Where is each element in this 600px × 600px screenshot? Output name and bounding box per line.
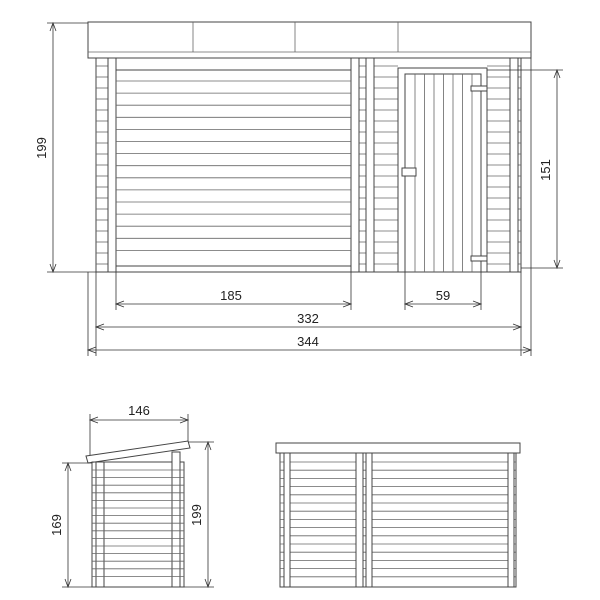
side-view: [49, 403, 214, 587]
dim-wall-width: 332: [297, 311, 319, 326]
open-bay: [116, 70, 351, 266]
dim-door-width: 59: [435, 288, 451, 303]
door-hinge-top: [471, 86, 487, 91]
dim-door-height: 151: [538, 159, 553, 181]
dim-side-low-height: 169: [49, 514, 64, 536]
back-roof: [276, 443, 520, 453]
door-hinge-bottom: [471, 256, 487, 261]
div-post: [366, 58, 374, 272]
dim-side-depth: 146: [128, 403, 150, 418]
side-wall-planks: [92, 470, 184, 576]
dim-open-width: 185: [220, 288, 242, 303]
dim-front-height: 199: [34, 137, 49, 159]
left-post: [108, 58, 116, 272]
right-post: [510, 58, 518, 272]
dim-total-width: 344: [297, 334, 319, 349]
side-wall: [92, 462, 184, 587]
front-roof: [88, 22, 531, 58]
mid-post: [351, 58, 359, 272]
back-wall-planks: [280, 462, 516, 577]
open-bay-planks: [116, 81, 351, 250]
back-wall: [280, 453, 516, 587]
dim-side-high-height: 199: [189, 504, 204, 526]
front-view: [34, 22, 563, 356]
door-lock: [402, 168, 416, 176]
back-view: [276, 443, 520, 587]
